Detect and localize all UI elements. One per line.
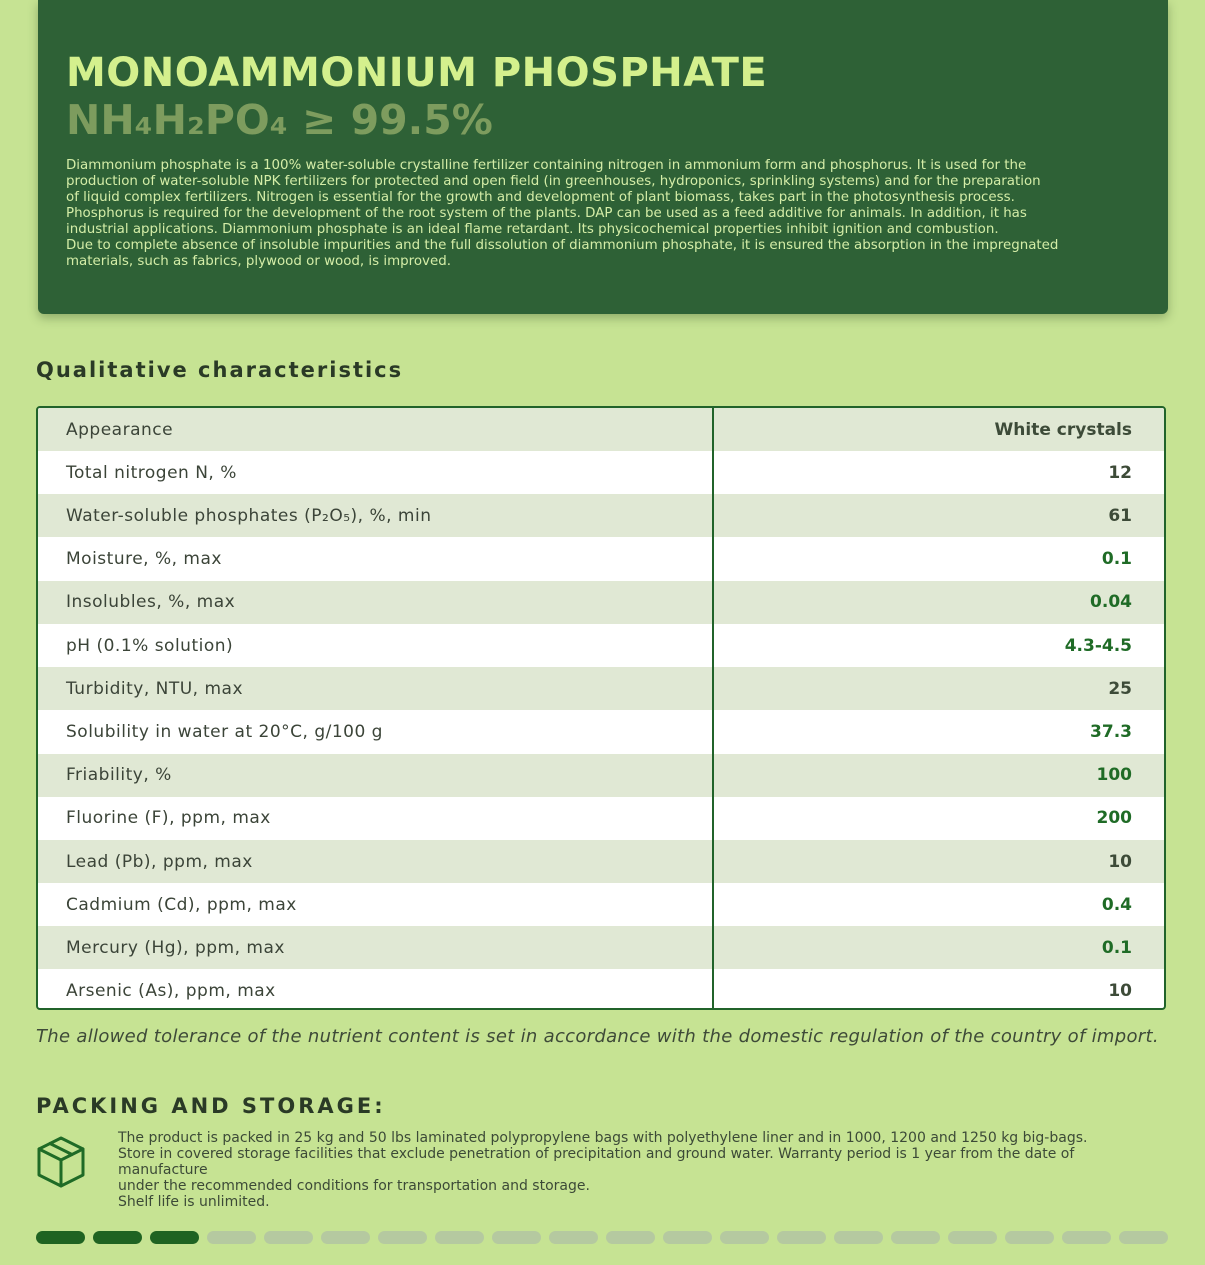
page-dot[interactable] bbox=[777, 1231, 826, 1244]
table-row bbox=[38, 883, 1164, 926]
row-label: Insolubles, %, max bbox=[66, 592, 236, 613]
characteristics-title: Qualitative characteristics bbox=[36, 358, 404, 382]
row-value: 0.4 bbox=[1101, 894, 1132, 915]
packing-description: The product is packed in 25 kg and 50 lbs laminated polypropylene bags with polyethylene liner and in 1000, 1200 and 1250 kg big-bags. Store in covered storage facilities that exclude penetration of precipitation and ground water. Warranty period is 1 year from the date of manufacture under the recommended conditions for transportation and storage. Shelf life is unlimited. bbox=[118, 1130, 1088, 1210]
page-dot[interactable] bbox=[1119, 1231, 1168, 1244]
page-dot[interactable] bbox=[720, 1231, 769, 1244]
page-dot[interactable] bbox=[549, 1231, 598, 1244]
column-divider bbox=[712, 408, 714, 1008]
row-label: Cadmium (Cd), ppm, max bbox=[66, 894, 297, 915]
row-value: 61 bbox=[1108, 505, 1132, 526]
box-icon bbox=[34, 1134, 88, 1190]
row-value: White crystals bbox=[994, 419, 1132, 440]
table-row bbox=[38, 710, 1164, 753]
product-title: MONOAMMONIUM PHOSPHATE bbox=[66, 50, 768, 96]
page-dot[interactable] bbox=[93, 1231, 142, 1244]
page-dot[interactable] bbox=[36, 1231, 85, 1244]
page-dot[interactable] bbox=[948, 1231, 997, 1244]
row-label: Turbidity, NTU, max bbox=[66, 678, 244, 699]
page-indicator bbox=[36, 1231, 1168, 1244]
table-row bbox=[38, 667, 1164, 710]
page-dot[interactable] bbox=[492, 1231, 541, 1244]
page-dot[interactable] bbox=[321, 1231, 370, 1244]
row-label: Mercury (Hg), ppm, max bbox=[66, 937, 285, 958]
page-dot[interactable] bbox=[150, 1231, 199, 1244]
row-label: Lead (Pb), ppm, max bbox=[66, 851, 253, 872]
product-formula: NH₄H₂PO₄ ≥ 99.5% bbox=[66, 96, 493, 144]
tolerance-note: The allowed tolerance of the nutrient content is set in accordance with the domestic regulation of the country of import. bbox=[36, 1026, 1159, 1047]
page-dot[interactable] bbox=[663, 1231, 712, 1244]
product-header bbox=[38, 0, 1168, 314]
table-row bbox=[38, 926, 1164, 969]
table-row bbox=[38, 451, 1164, 494]
table-row bbox=[38, 581, 1164, 624]
row-label: Arsenic (As), ppm, max bbox=[66, 981, 276, 1002]
table-row bbox=[38, 624, 1164, 667]
row-value: 10 bbox=[1108, 851, 1132, 872]
characteristics-table bbox=[36, 406, 1166, 1010]
row-value: 12 bbox=[1108, 462, 1132, 483]
row-value: 4.3-4.5 bbox=[1064, 635, 1132, 656]
row-label: Solubility in water at 20°C, g/100 g bbox=[66, 721, 383, 742]
table-row bbox=[38, 408, 1164, 451]
row-value: 37.3 bbox=[1090, 721, 1132, 742]
row-value: 100 bbox=[1096, 765, 1132, 786]
page-dot[interactable] bbox=[1005, 1231, 1054, 1244]
row-label: Water-soluble phosphates (P₂O₅), %, min bbox=[66, 505, 432, 526]
row-label: Total nitrogen N, % bbox=[66, 462, 237, 483]
table-row bbox=[38, 538, 1164, 581]
table-row bbox=[38, 494, 1164, 537]
page-dot[interactable] bbox=[264, 1231, 313, 1244]
row-value: 10 bbox=[1108, 981, 1132, 1002]
row-label: Moisture, %, max bbox=[66, 549, 222, 570]
table-row bbox=[38, 797, 1164, 840]
page-dot[interactable] bbox=[606, 1231, 655, 1244]
page-dot[interactable] bbox=[1062, 1231, 1111, 1244]
page-dot[interactable] bbox=[207, 1231, 256, 1244]
product-description: Diammonium phosphate is a 100% water-soluble crystalline fertilizer containing nitrogen in ammonium form and phosphorus. It is used for the production of water-soluble NPK fertilizers for protected and open field (in greenhouses, hydroponics, sprinkling systems) and for the preparation of liquid complex fertilizers. Nitrogen is essential for the growth and development of plant biomass, takes part in the photosynthesis process. Phosphorus is required for the development of the root system of the plants. DAP can be used as a feed additive for animals. In addition, it has industrial applications. Diammonium phosphate is an ideal flame retardant. Its physicochemical properties inhibit ignition and combustion. Due to complete absence of insoluble impurities and the full dissolution of diammonium phosphate, it is ensured the absorption in the impregnated materials, such as fabrics, plywood or wood, is improved. bbox=[66, 158, 1059, 269]
packing-title: PACKING AND STORAGE: bbox=[36, 1094, 386, 1118]
row-value: 0.04 bbox=[1090, 592, 1132, 613]
row-label: Friability, % bbox=[66, 765, 172, 786]
page-dot[interactable] bbox=[378, 1231, 427, 1244]
row-value: 0.1 bbox=[1101, 937, 1132, 958]
row-value: 25 bbox=[1108, 678, 1132, 699]
table-row bbox=[38, 754, 1164, 797]
page-dot[interactable] bbox=[435, 1231, 484, 1244]
row-value: 0.1 bbox=[1101, 549, 1132, 570]
row-label: Fluorine (F), ppm, max bbox=[66, 808, 271, 829]
page-dot[interactable] bbox=[891, 1231, 940, 1244]
row-label: pH (0.1% solution) bbox=[66, 635, 234, 656]
row-value: 200 bbox=[1096, 808, 1132, 829]
row-label: Appearance bbox=[66, 419, 174, 440]
table-row bbox=[38, 970, 1164, 1010]
table-row bbox=[38, 840, 1164, 883]
page-dot[interactable] bbox=[834, 1231, 883, 1244]
